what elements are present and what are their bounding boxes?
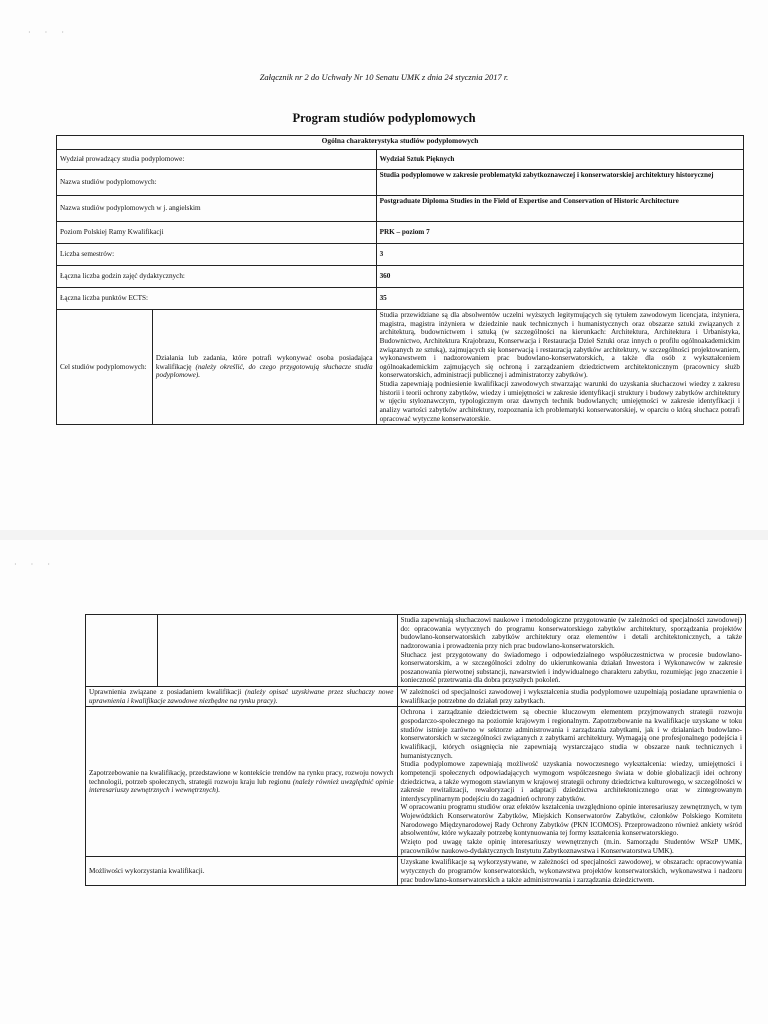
empty-cell — [86, 615, 158, 687]
page-separator — [0, 530, 768, 540]
row-label: Poziom Polskiej Ramy Kwalifikacji — [57, 222, 377, 244]
table-header: Ogólna charakterystyka studiów podyplomowych — [57, 136, 744, 150]
empty-cell — [157, 615, 397, 687]
demand-paragraph-4: Wzięto pod uwagę także opinię interesariuszy wewnętrznych (m.in. Samorządu Studentów WSzP UMK, pracowników naukowo-dydaktycznych Instytutu Zabytkoznawstwa i Konserwatorstwa UMK). — [400, 838, 742, 855]
row-value: Studia podyplomowe w zakresie problematyki zabytkoznawczej i konserwatorskiej architektury historycznej — [376, 170, 743, 196]
rights-label-text: Uprawnienia związane z posiadaniem kwalifikacji — [89, 688, 242, 697]
row-value: Wydział Sztuk Pięknych — [376, 150, 743, 170]
goal-sublabel — [152, 310, 376, 425]
goal-continuation — [397, 615, 745, 687]
rights-label-note: (należy opisać uzyskiwane przez słuchaczy nowe uprawnienia i kwalifikacje zawodowe niezbędne na rynku pracy). — [89, 688, 394, 705]
demand-label-note: (należy również uwzględnić opinie interesariuszy zewnętrznych i wewnętrznych). — [89, 777, 394, 795]
row-value: Postgraduate Diploma Studies in the Field of Expertise and Conservation of Historic Architecture — [376, 196, 743, 222]
row-label: Wydział prowadzący studia podyplomowe: — [57, 150, 377, 170]
row-value: 360 — [376, 266, 743, 288]
rights-label — [86, 687, 398, 707]
row-value: PRK – poziom 7 — [376, 222, 743, 244]
row-label: Nazwa studiów podyplomowych w j. angielskim — [57, 196, 377, 222]
rights-text: W zależności od specjalności zawodowej i wykształcenia studia podyplomowe uzupełniają posiadane uprawnienia o kwalifikacje potrzebne do działań przy zabytkach. — [397, 687, 745, 707]
demand-text — [397, 707, 745, 857]
demand-paragraph-3: W opracowaniu programu studiów oraz efektów kształcenia uwzględniono opinie interesariuszy zewnętrznych, w tym Wojewódzkich Konserwatorów Zabytków, Miejskich Konserwatorów Zabytków, członków Polskiego Komitetu Narodowego Międzynarodowej Rady Ochrony Zabytków (PKN ICOMOS). Przeprowadzono również ankiety wśród absolwentów, które wykazały potrzebę kontynuowania tej formy kształcenia konserwatorskiego. — [400, 803, 742, 838]
demand-label — [86, 707, 398, 857]
goal-paragraph-3: Studia zapewniają słuchaczowi naukowe i metodologiczne przygotowanie (w zależności od specjalności zawodowej) do: opracowania wytycznych do programu konserwatorskiego zabytków architektury, sporządzania projektów budowlano-konserwatorskich zabytków architektury oraz elementów i detali architektonicznych, a także nadzorowania i prowadzenia przy nich prac budowlano-konserwatorskich. — [400, 616, 742, 650]
row-label: Nazwa studiów podyplomowych: — [57, 170, 377, 196]
page-title: Program studiów podyplomowych — [292, 111, 476, 125]
goal-sublabel-text: Działania lub zadania, które potrafi wykonywać osoba posiadająca kwalifikację — [155, 354, 373, 371]
row-label: Łączna liczba punktów ECTS: — [57, 288, 377, 310]
annex-note: Załącznik nr 2 do Uchwały Nr 10 Senatu UMK z dnia 24 stycznia 2017 r. — [259, 72, 509, 82]
goal-paragraph-4: Słuchacz jest przygotowany do świadomego i odpowiedzialnego współuczestnictwa w procesie budowlano-konserwatorskim, a w szczególności zdolny do ukierunkowania działań Inwestora i Wykonawców w zakresie poszanowania pierwotnej substancji, nawarstwień i indywidualnego charakteru zabytku, rozumiejąc jego znaczenie i konieczność przetrwania dla dobra przyszłych pokoleń. — [400, 650, 742, 685]
goal-sublabel-note: (należy określić, do czego przygotowują słuchacze studia podyplomowe). — [155, 362, 373, 380]
demand-paragraph-2: Studia podyplomowe zapewniają możliwość uzyskania nowoczesnego wykształcenia: wiedzy, umiejętności i kompetencji społecznych odpowiadających wymogom współczesnego świata w dobie globalizacji idei ochrony dziedzictwa, a także wymogom stawianym w krajowej strategii ochrony dziedzictwa kulturowego, w szczególności w zakresie rewitalizacji, rewaloryzacji i adaptacji dziedzictwa architektonicznego oraz w zintegrowanym interdyscyplinarnym podejściu do zagadnień ochrony zabytków. — [400, 760, 742, 803]
row-value: 3 — [376, 244, 743, 266]
usage-text: Uzyskane kwalifikacje są wykorzystywane, w zależności od specjalności zawodowej, w obszarach: opracowywania wytycznych do programów konserwatorskich, wykonawstwa projektów konserwatorskich, wykonawstwa i nadzoru prac budowlano-konserwatorskich a także administrowania i zarządzania dziedzictwem. — [397, 857, 745, 886]
goal-paragraph-1: Studia przewidziane są dla absolwentów uczelni wyższych legitymujących się tytułem zawodowym licencjata, inżyniera, magistra, magistra inżyniera w dziedzinie nauk technicznych i humanistycznych oraz obszarze sztuki związanych z architekturą, budownictwem i sztuką (w szczególności na kierunkach: Architektura, Architektura i Urbanistyka, Budownictwo, Architektura Krajobrazu, Konserwacja i Restauracja Dzieł Sztuki oraz innych o profilu ogólnoakademickim związanych ze sztuką), zajmujących się konserwacją i restauracją zabytków architektury, w szczególności projektowaniem, wykonawstwem i nadzorowaniem prac budowlano-konserwatorskich, a także dla osób z wykształceniem ogólnoakademickim zajmujących się ochroną i zarządzaniem dziedzictwem architektonicznym (pracownicy służb konserwatorskich, administracji publicznej i administratorzy zabytków). — [379, 311, 740, 380]
goal-text — [376, 310, 743, 425]
goal-label: Cel studiów podyplomowych: — [57, 310, 153, 425]
scan-marks: · · · — [28, 28, 70, 37]
scan-marks: · · · — [14, 560, 56, 569]
demand-paragraph-1: Ochrona i zarządzanie dziedzictwem są obecnie kluczowym elementem przyjmowanych strategii rozwoju gospodarczo-społecznego na poziomie krajowym i regionalnym. Zapotrzebowanie na kwalifikacje uzyskane w toku studiów istnieje zarówno w sektorze administrowania i zarządzania zabytkami, jak i w działaniach budowlano-konserwatorskich w szczególności związanych z zabytkami architektury. Wymagają one profesjonalnego podejścia i kwalifikacji, których osiągnięcia nie zapewniają wystarczająco studia w obszarze nauk technicznych i humanistycznych. — [400, 708, 742, 760]
program-details-table — [85, 614, 746, 886]
usage-label: Możliwości wykorzystania kwalifikacji. — [86, 857, 398, 886]
general-characteristics-table — [56, 135, 744, 425]
row-value: 35 — [376, 288, 743, 310]
demand-label-text: Zapotrzebowanie na kwalifikację, przedstawione w kontekście trendów na rynku pracy, rozwoju nowych technologii, potrzeb społecznych, strategii rozwoju kraju lub regionu — [89, 768, 394, 786]
row-label: Liczba semestrów: — [57, 244, 377, 266]
row-label: Łączna liczba godzin zajęć dydaktycznych: — [57, 266, 377, 288]
goal-paragraph-2: Studia zapewniają podniesienie kwalifikacji zawodowych stwarzając warunki do uzyskania słuchaczowi wiedzy z zakresu historii i teorii ochrony zabytków, wiedzy i umiejętności w zakresie identyfikacji struktury i budowy zabytków architektury w ujęciu styloznawczym, typologicznym oraz dawnych technik budowlanych; umiejętności w zakresie identyfikacji i analizy wartości zabytków architektury, rozpoznania ich problematyki konserwatorskiej, w oparciu o którą słuchacz potrafi opracować wytyczne konserwatorskie. — [379, 380, 740, 423]
